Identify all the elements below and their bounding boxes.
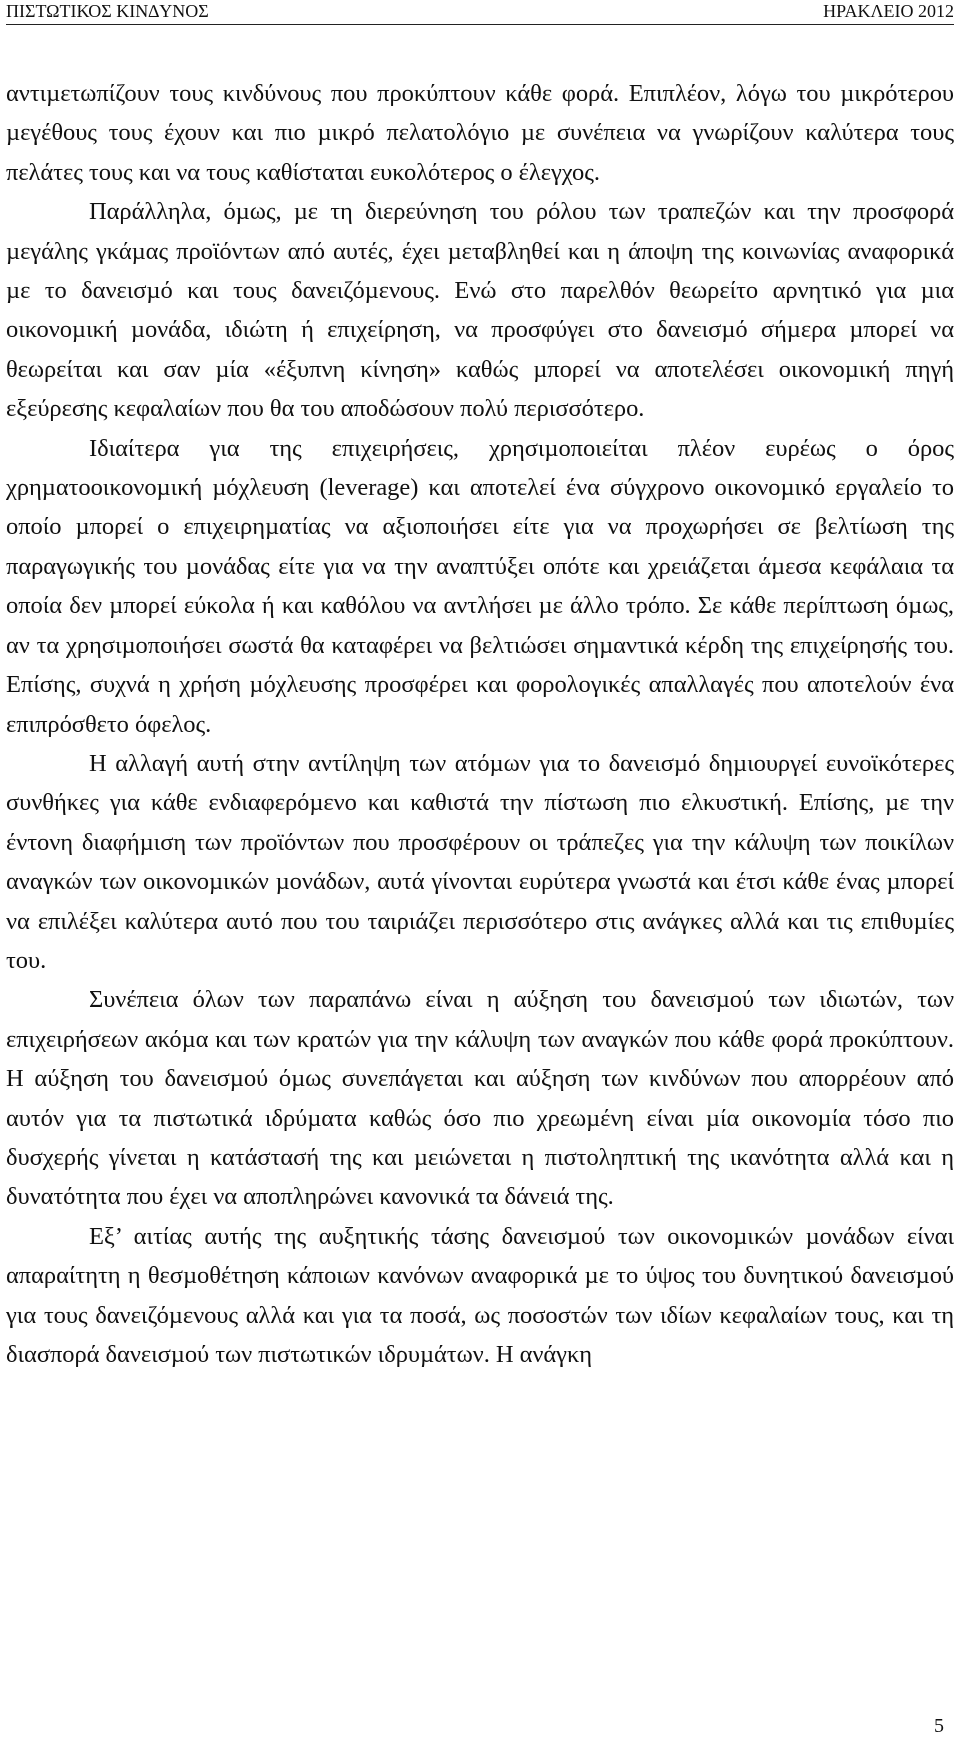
paragraph: Η αλλαγή αυτή στην αντίληψη των ατόµων για το δανεισµό δηµιουργεί ευνοϊκότερες συνθήκες για κάθε ενδιαφερόµενο και καθιστά την πίστωση πιο ελκυστική. Επίσης, µε την έντονη διαφήµιση των προϊόντων που προσφέρουν οι τράπεζες για την κάλυψη των ποικίλων αναγκών των οικονοµικών µονάδων, αυτά γίνονται ευρύτερα γνωστά και έτσι κάθε ένας µπορεί να επιλέξει καλύτερα αυτό που του ταιριάζει περισσότερο στις ανάγκες αλλά και τις επιθυµίες του. [6, 749, 954, 974]
page-number: 5 [934, 1715, 944, 1737]
header-location-year: ΗΡΑΚΛΕΙΟ 2012 [823, 1, 954, 21]
document-body [6, 74, 954, 1374]
page-header [6, 0, 954, 25]
paragraph: αντιµετωπίζουν τους κινδύνους που προκύπτουν κάθε φορά. Επιπλέον, λόγω του µικρότερου µεγέθους τους έχουν και πιο µικρό πελατολόγιο µε συνέπεια να γνωρίζουν καλύτερα τους πελάτες τους και να τους καθίσταται ευκολότερος ο έλεγχος. [6, 80, 954, 186]
paragraph: Εξ’ αιτίας αυτής της αυξητικής τάσης δανεισµού των οικονοµικών µονάδων είναι απαραίτητη η θεσµοθέτηση κάποιων κανόνων αναφορικά µε το ύψος του δυνητικού δανεισµού για τους δανειζόµενους αλλά και για τα ποσά, ως ποσοστών των ιδίων κεφαλαίων τους, και τη διασπορά δανεισµού των πιστωτικών ιδρυµάτων. Η ανάγκη [6, 1222, 954, 1368]
paragraph: Παράλληλα, όµως, µε τη διερεύνηση του ρόλου των τραπεζών και την προσφορά µεγάλης γκάµας προϊόντων από αυτές, έχει µεταβληθεί και η άποψη της κοινωνίας αναφορικά µε το δανεισµό και τους δανειζόµενους. Ενώ στο παρελθόν θεωρείτο αρνητικό για µια οικονοµική µονάδα, ιδιώτη ή επιχείρηση, να προσφύγει στο δανεισµό σήµερα µπορεί να θεωρείται και σαν µία «έξυπνη κίνηση» καθώς µπορεί να αποτελέσει οικονοµική πηγή εξεύρεσης κεφαλαίων που θα του αποδώσουν πολύ περισσότερο. [6, 198, 954, 423]
paragraph: Ιδιαίτερα για της επιχειρήσεις, χρησιµοποιείται πλέον ευρέως ο όρος χρηµατοοικονοµική µόχλευση (leverage) και αποτελεί ένα σύγχρονο οικονοµικό εργαλείο το οποίο µπορεί ο επιχειρηµατίας να αξιοποιήσει είτε για να προχωρήσει σε βελτίωση της παραγωγικής του µονάδας είτε για να την αναπτύξει οπότε και χρειάζεται άµεσα κεφάλαια τα οποία δεν µπορεί εύκολα ή και καθόλου να αντλήσει µε άλλο τρόπο. Σε κάθε περίπτωση όµως, αν τα χρησιµοποιήσει σωστά θα καταφέρει να βελτιώσει σηµαντικά κέρδη της επιχείρησής του. Επίσης, συχνά η χρήση µόχλευσης προσφέρει και φορολογικές απαλλαγές που αποτελούν ένα επιπρόσθετο όφελος. [6, 434, 954, 738]
paragraph: Συνέπεια όλων των παραπάνω είναι η αύξηση του δανεισµού των ιδιωτών, των επιχειρήσεων ακόµα και των κρατών για την κάλυψη των αναγκών που κάθε φορά προκύπτουν. Η αύξηση του δανεισµού όµως συνεπάγεται και αύξηση των κινδύνων που απορρέουν από αυτόν για τα πιστωτικά ιδρύµατα καθώς όσο πιο χρεωµένη είναι µία οικονοµία τόσο πιο δυσχερής γίνεται η κατάστασή της και µειώνεται η πιστοληπτική της ικανότητα αλλά και η δυνατότητα που έχει να αποπληρώνει κανονικά τα δάνειά της. [6, 986, 954, 1211]
header-title: ΠΙΣΤΩΤΙΚΟΣ ΚΙΝ∆ΥΝΟΣ [6, 1, 209, 21]
